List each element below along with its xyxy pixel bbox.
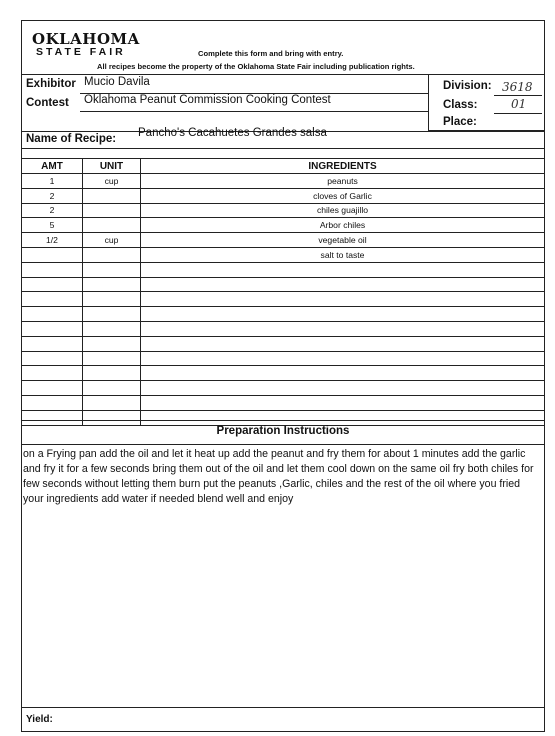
- amount-cell[interactable]: 2: [22, 188, 83, 203]
- column-header-amt: AMT: [22, 159, 83, 174]
- unit-cell[interactable]: [83, 277, 141, 292]
- preparation-title: Preparation Instructions: [216, 425, 350, 437]
- column-header-unit: UNIT: [83, 159, 141, 174]
- ingredient-cell[interactable]: [141, 277, 545, 292]
- ingredient-cell[interactable]: [141, 307, 545, 322]
- exhibitor-label: Exhibitor: [26, 78, 76, 90]
- ingredient-cell[interactable]: [141, 351, 545, 366]
- ingredients-table: [21, 158, 545, 426]
- ingredient-cell[interactable]: [141, 292, 545, 307]
- table-row: [22, 262, 545, 277]
- amount-cell[interactable]: [22, 336, 83, 351]
- division-label: Division:: [443, 80, 492, 92]
- table-row: [22, 410, 545, 425]
- table-header-row: [22, 159, 545, 174]
- ingredient-cell[interactable]: [141, 321, 545, 336]
- unit-cell[interactable]: [83, 247, 141, 262]
- unit-cell[interactable]: [83, 351, 141, 366]
- divider: [21, 420, 545, 421]
- divider: [21, 444, 545, 445]
- unit-cell[interactable]: [83, 292, 141, 307]
- recipe-name-field[interactable]: Pancho's Cacahuetes Grandes salsa: [138, 127, 327, 139]
- class-field[interactable]: 01: [511, 97, 527, 111]
- unit-cell[interactable]: cup: [83, 174, 141, 189]
- unit-cell[interactable]: [83, 307, 141, 322]
- place-label: Place:: [443, 116, 477, 128]
- ingredient-cell[interactable]: [141, 262, 545, 277]
- ingredient-cell[interactable]: chiles guajillo: [141, 203, 545, 218]
- class-underline: [494, 113, 542, 114]
- divider: [21, 148, 545, 149]
- amount-cell[interactable]: [22, 292, 83, 307]
- ingredient-cell[interactable]: [141, 366, 545, 381]
- contest-underline: [80, 111, 428, 112]
- contest-label: Contest: [26, 97, 69, 109]
- divider: [21, 707, 545, 708]
- amount-cell[interactable]: [22, 247, 83, 262]
- ingredient-cell[interactable]: [141, 336, 545, 351]
- amount-cell[interactable]: [22, 366, 83, 381]
- table-row: [22, 307, 545, 322]
- ingredient-cell[interactable]: [141, 410, 545, 425]
- ingredient-cell[interactable]: [141, 381, 545, 396]
- amount-cell[interactable]: [22, 262, 83, 277]
- ingredient-cell[interactable]: salt to taste: [141, 247, 545, 262]
- table-row: [22, 247, 545, 262]
- table-row: [22, 188, 545, 203]
- unit-cell[interactable]: [83, 203, 141, 218]
- ingredient-cell[interactable]: [141, 395, 545, 410]
- amount-cell[interactable]: [22, 410, 83, 425]
- amount-cell[interactable]: [22, 395, 83, 410]
- unit-cell[interactable]: [83, 218, 141, 233]
- table-row: [22, 218, 545, 233]
- unit-cell[interactable]: [83, 262, 141, 277]
- table-row: [22, 395, 545, 410]
- unit-cell[interactable]: [83, 336, 141, 351]
- contest-field[interactable]: Oklahoma Peanut Commission Cooking Contest: [84, 94, 331, 106]
- divider: [21, 74, 428, 75]
- amount-cell[interactable]: [22, 277, 83, 292]
- recipe-name-label: Name of Recipe:: [26, 133, 117, 145]
- amount-cell[interactable]: 1/2: [22, 233, 83, 248]
- form-instruction: Complete this form and bring with entry.: [198, 49, 344, 58]
- table-row: [22, 203, 545, 218]
- unit-cell[interactable]: [83, 321, 141, 336]
- division-underline: [494, 95, 542, 96]
- preparation-text[interactable]: on a Frying pan add the oil and let it heat up add the peanut and fry them for about 1 minutes add the garlic and fry it for a few seconds bring them out of the oil and let them cool down on the same oil fry both chiles for few seconds without letting them burn put the peanuts ,Garlic, chiles and the rest of the oil where you fried your ingredients add water if needed blend well and enjoy: [23, 448, 534, 505]
- table-row: [22, 351, 545, 366]
- table-row: [22, 366, 545, 381]
- table-row: [22, 174, 545, 189]
- yield-label: Yield:: [26, 714, 53, 725]
- unit-cell[interactable]: cup: [83, 233, 141, 248]
- amount-cell[interactable]: [22, 307, 83, 322]
- logo-oklahoma: OKLAHOMA: [32, 30, 140, 48]
- table-row: [22, 321, 545, 336]
- amount-cell[interactable]: 5: [22, 218, 83, 233]
- unit-cell[interactable]: [83, 410, 141, 425]
- exhibitor-field[interactable]: Mucio Davila: [84, 76, 150, 88]
- amount-cell[interactable]: 2: [22, 203, 83, 218]
- amount-cell[interactable]: [22, 321, 83, 336]
- unit-cell[interactable]: [83, 381, 141, 396]
- ingredient-cell[interactable]: Arbor chiles: [141, 218, 545, 233]
- unit-cell[interactable]: [83, 366, 141, 381]
- table-row: [22, 292, 545, 307]
- ingredient-cell[interactable]: peanuts: [141, 174, 545, 189]
- unit-cell[interactable]: [83, 395, 141, 410]
- table-row: [22, 336, 545, 351]
- ingredient-cell[interactable]: vegetable oil: [141, 233, 545, 248]
- ingredient-cell[interactable]: cloves of Garlic: [141, 188, 545, 203]
- amount-cell[interactable]: [22, 381, 83, 396]
- rights-notice: All recipes become the property of the Oklahoma State Fair including publication rights.: [97, 62, 415, 71]
- division-field[interactable]: 3618: [502, 80, 533, 94]
- table-row: [22, 381, 545, 396]
- table-row: [22, 233, 545, 248]
- amount-cell[interactable]: [22, 351, 83, 366]
- unit-cell[interactable]: [83, 188, 141, 203]
- table-row: [22, 277, 545, 292]
- logo-state-fair: STATE FAIR: [36, 46, 126, 58]
- amount-cell[interactable]: 1: [22, 174, 83, 189]
- class-label: Class:: [443, 99, 478, 111]
- column-header-ingredients: INGREDIENTS: [141, 159, 545, 174]
